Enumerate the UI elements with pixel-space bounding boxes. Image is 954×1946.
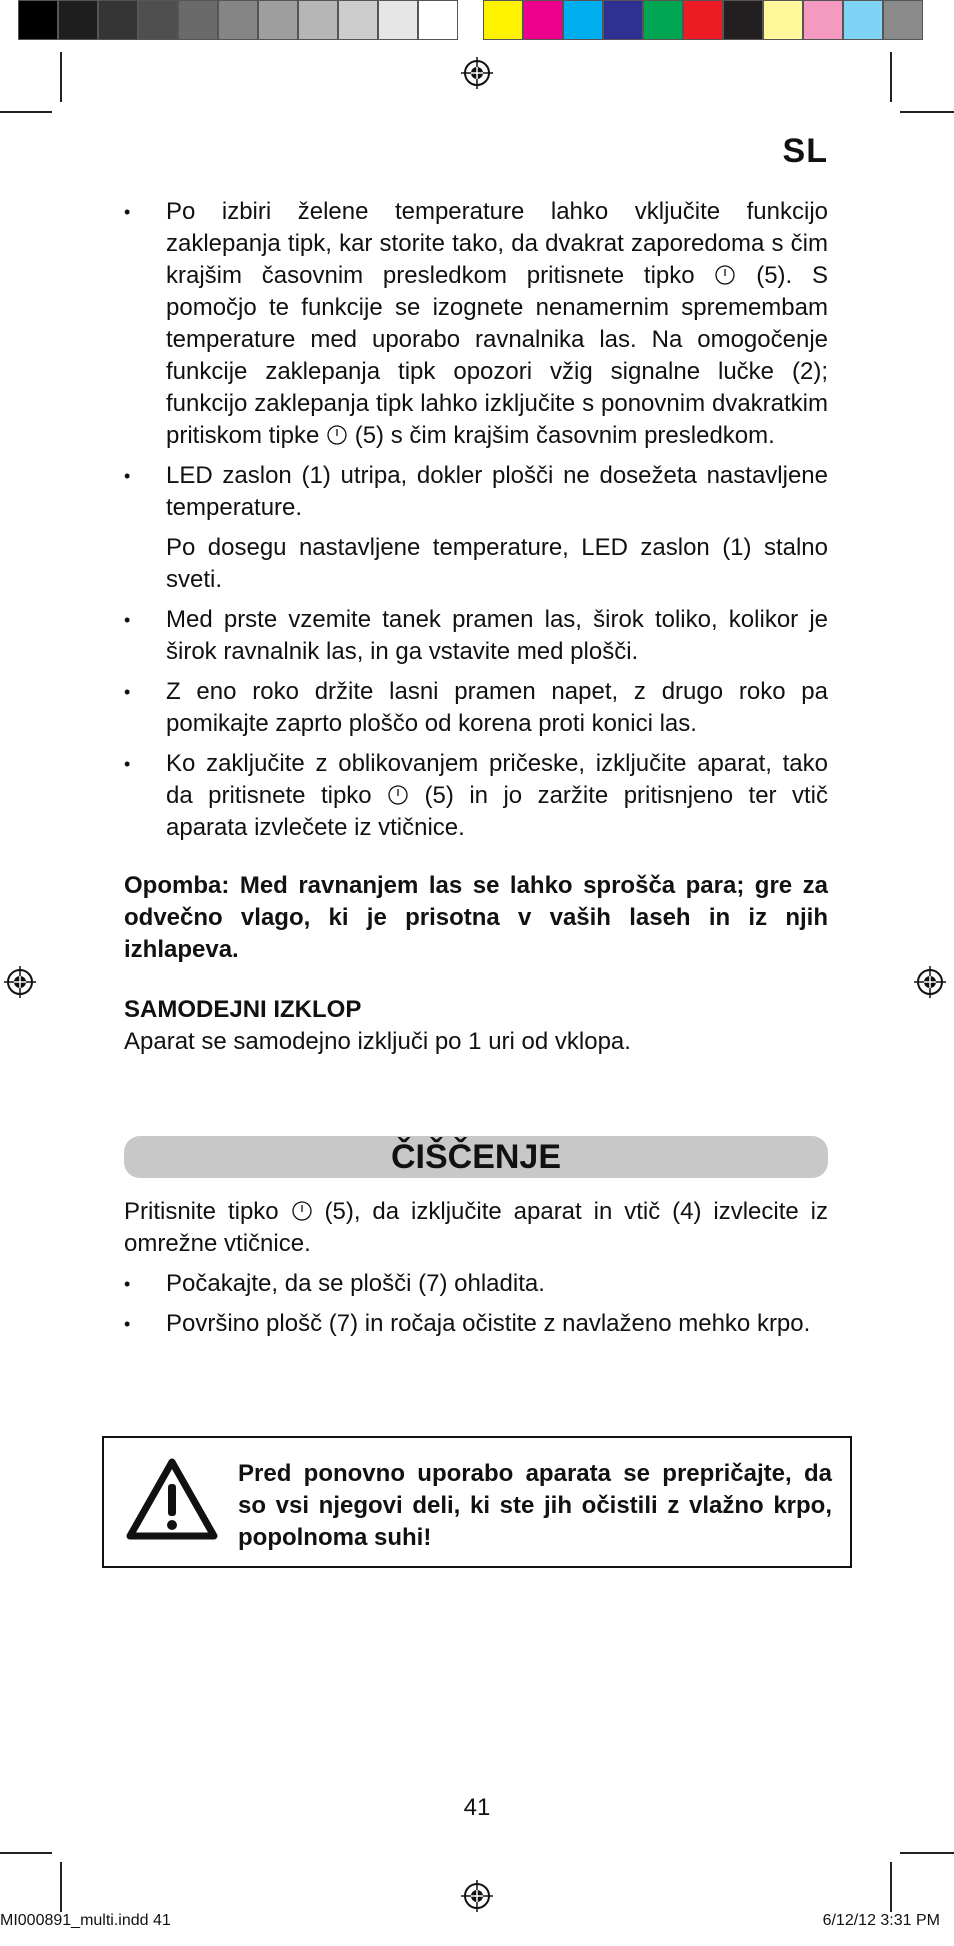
color-swatch [603, 0, 643, 40]
power-button-icon [291, 1200, 313, 1222]
list-item [124, 196, 828, 452]
gray-calibration-bar [18, 0, 458, 42]
registration-mark-icon [461, 1880, 493, 1912]
power-button-icon [714, 264, 736, 286]
list-item: • Površino plošč (7) in ročaja očistite z navlaženo mehko krpo. [124, 1308, 828, 1340]
color-swatch [523, 0, 563, 40]
color-swatch [298, 0, 338, 40]
color-swatch [803, 0, 843, 40]
crop-mark [890, 1862, 892, 1912]
color-swatch [643, 0, 683, 40]
crop-mark [60, 52, 62, 102]
crop-mark [0, 1852, 52, 1854]
crop-mark [0, 111, 52, 113]
color-swatch [338, 0, 378, 40]
color-swatch [483, 0, 523, 40]
color-swatch [218, 0, 258, 40]
footer-file-info: MI000891_multi.indd 41 [0, 1912, 171, 1929]
warning-box [102, 1436, 852, 1568]
color-swatch [258, 0, 298, 40]
registration-mark-icon [914, 966, 946, 998]
list-item [124, 748, 828, 844]
color-swatch [98, 0, 138, 40]
color-swatch [58, 0, 98, 40]
power-button-icon [326, 424, 348, 446]
bullet-text: (5) s čim krajšim časovnim presledkom. [348, 422, 775, 449]
color-swatch [178, 0, 218, 40]
language-code: SL [782, 132, 828, 170]
cleaning-intro [124, 1196, 828, 1260]
color-swatch [683, 0, 723, 40]
indented-paragraph: Po dosegu nastavljene temperature, LED zaslon (1) stalno sveti. [166, 534, 828, 593]
crop-mark [60, 1862, 62, 1912]
registration-mark-icon [461, 57, 493, 89]
auto-off-text: Aparat se samodejno izključi po 1 uri od vklopa. [124, 1028, 631, 1055]
list-item: • Z eno roko držite lasni pramen napet, z drugo roko pa pomikajte zaprto ploščo od korena proti konici las. [124, 676, 828, 740]
color-swatch [763, 0, 803, 40]
list-item: • LED zaslon (1) utripa, dokler plošči ne dosežeta nastavljene temperature. [124, 460, 828, 524]
bullet-text: Po izbiri želene temperature lahko vključite funkcijo zaklepanja tipk, kar storite tako, da dvakrat zaporedoma s čim krajšim časovnim presledkom pritisnete tipko [166, 198, 828, 289]
footer-datetime: 6/12/12 3:31 PM [822, 1912, 940, 1929]
cleaning-intro-text: Pritisnite tipko [124, 1198, 291, 1225]
list-item: • Med prste vzemite tanek pramen las, širok toliko, kolikor je širok ravnalnik las, in ga vstavite med plošči. [124, 604, 828, 668]
bullet-text: (5). S pomočjo te funkcije se izognete nenamernim spremembam temperature med uporabo ravnalnika las. Na omogočenje funkcije zaklepanja tipk opozori vžig signalne lučke (2); funkcijo zaklepanja tipk lahko izključite s ponovnim dvakratkim pritiskom tipke [166, 262, 828, 449]
section-subheading: SAMODEJNI IZKLOP [124, 996, 362, 1023]
page-number: 41 [463, 1794, 491, 1821]
note-paragraph: Opomba: Med ravnanjem las se lahko sprošča para; gre za odvečno vlago, ki je prisotna v vaših laseh in iz njih izhlapeva. [124, 872, 828, 963]
crop-mark [900, 1852, 954, 1854]
color-calibration-bar [483, 0, 923, 42]
color-swatch [843, 0, 883, 40]
bullet-text: (5) in jo zaržite pritisnjeno ter vtič aparata izvlečete iz vtičnice. [166, 782, 828, 841]
color-swatch [18, 0, 58, 40]
color-swatch [723, 0, 763, 40]
warning-text: Pred ponovno uporabo aparata se prepričajte, da so vsi njegovi deli, ki ste jih očistili z vlažno krpo, popolnoma suhi! [238, 1460, 832, 1551]
power-button-icon [387, 784, 409, 806]
color-swatch [418, 0, 458, 40]
cleaning-intro-text: (5), da izključite aparat in vtič (4) izvlecite iz omrežne vtičnice. [124, 1198, 829, 1257]
color-swatch [563, 0, 603, 40]
bullet-text: Ko zaključite z oblikovanjem pričeske, izključite aparat, tako da pritisnete tipko [166, 750, 828, 809]
list-item: • Počakajte, da se plošči (7) ohladita. [124, 1268, 828, 1300]
warning-triangle-icon [124, 1456, 220, 1542]
section-heading-cleaning: ČIŠČENJE [124, 1136, 828, 1178]
registration-mark-icon [4, 966, 36, 998]
color-swatch [138, 0, 178, 40]
color-swatch [378, 0, 418, 40]
crop-mark [890, 52, 892, 102]
page-content [124, 196, 828, 1348]
color-swatch [883, 0, 923, 40]
crop-mark [900, 111, 954, 113]
